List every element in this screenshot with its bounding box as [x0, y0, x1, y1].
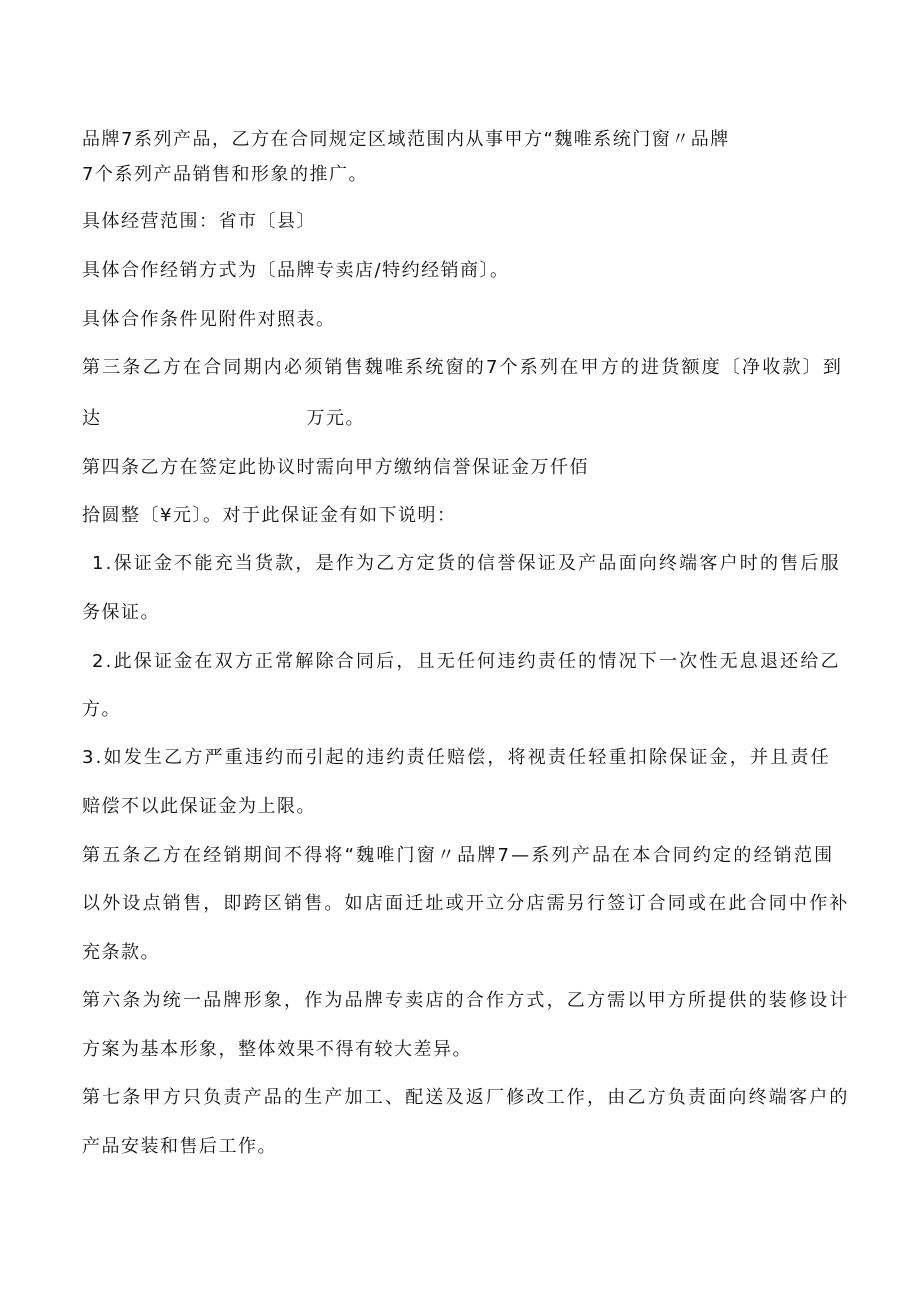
text-line-1: 品牌7系列产品，乙方在合同规定区域范围内从事甲方“魏唯系统门窗〃品牌: [82, 129, 730, 150]
text-line-10: 1.保证金不能充当货款，是作为乙方定货的信誉保证及产品面向终端客户时的售后服: [92, 553, 841, 574]
text-line-5: 具体合作条件见附件对照表。: [82, 309, 336, 330]
text-line-16: 第五条乙方在经销期间不得将“魏唯门窗〃品牌7—系列产品在本合同约定的经销范围: [82, 845, 835, 866]
text-line-21: 第七条甲方只负责产品的生产加工、配送及返厂修改工作，由乙方负责面向终端客户的: [82, 1087, 850, 1108]
text-line-7b: 万元。: [306, 408, 365, 429]
text-line-7: [82, 407, 365, 431]
text-line-3: 具体经营范围：省市〔县〕: [82, 211, 316, 232]
text-line-17: 以外设点销售，即跨区销售。如店面迁址或开立分店需另行签订合同或在此合同中作补: [82, 893, 850, 914]
text-line-14: 3.如发生乙方严重违约而引起的违约责任赔偿，将视责任轻重扣除保证金，并且责任: [82, 747, 831, 768]
text-line-8: 第四条乙方在签定此协议时需向甲方缴纳信誉保证金万仟佰: [82, 457, 589, 478]
text-line-13: 方。: [82, 699, 121, 720]
text-line-11: 务保证。: [82, 602, 160, 623]
text-line-6: 第三条乙方在合同期内必须销售魏唯系统窗的7个系列在甲方的进货额度〔净收款〕到: [82, 357, 844, 378]
text-line-9: 拾圆整〔¥元〕。对于此保证金有如下说明：: [82, 505, 457, 526]
text-line-18: 充条款。: [82, 942, 160, 963]
text-line-20: 方案为基本形象，整体效果不得有较大差异。: [82, 1039, 472, 1060]
text-line-22: 产品安装和售后工作。: [82, 1136, 277, 1157]
text-line-4: 具体合作经销方式为〔品牌专卖店/特约经销商〕。: [82, 260, 510, 281]
text-line-2: 7个系列产品销售和形象的推广。: [82, 164, 368, 185]
text-line-12: 2.此保证金在双方正常解除合同后，且无任何违约责任的情况下一次性无息退还给乙: [92, 651, 841, 672]
text-line-15: 赔偿不以此保证金为上限。: [82, 796, 316, 817]
text-line-19: 第六条为统一品牌形象，作为品牌专卖店的合作方式，乙方需以甲方所提供的装修设计: [82, 990, 850, 1011]
text-line-7a: 达: [82, 408, 102, 429]
